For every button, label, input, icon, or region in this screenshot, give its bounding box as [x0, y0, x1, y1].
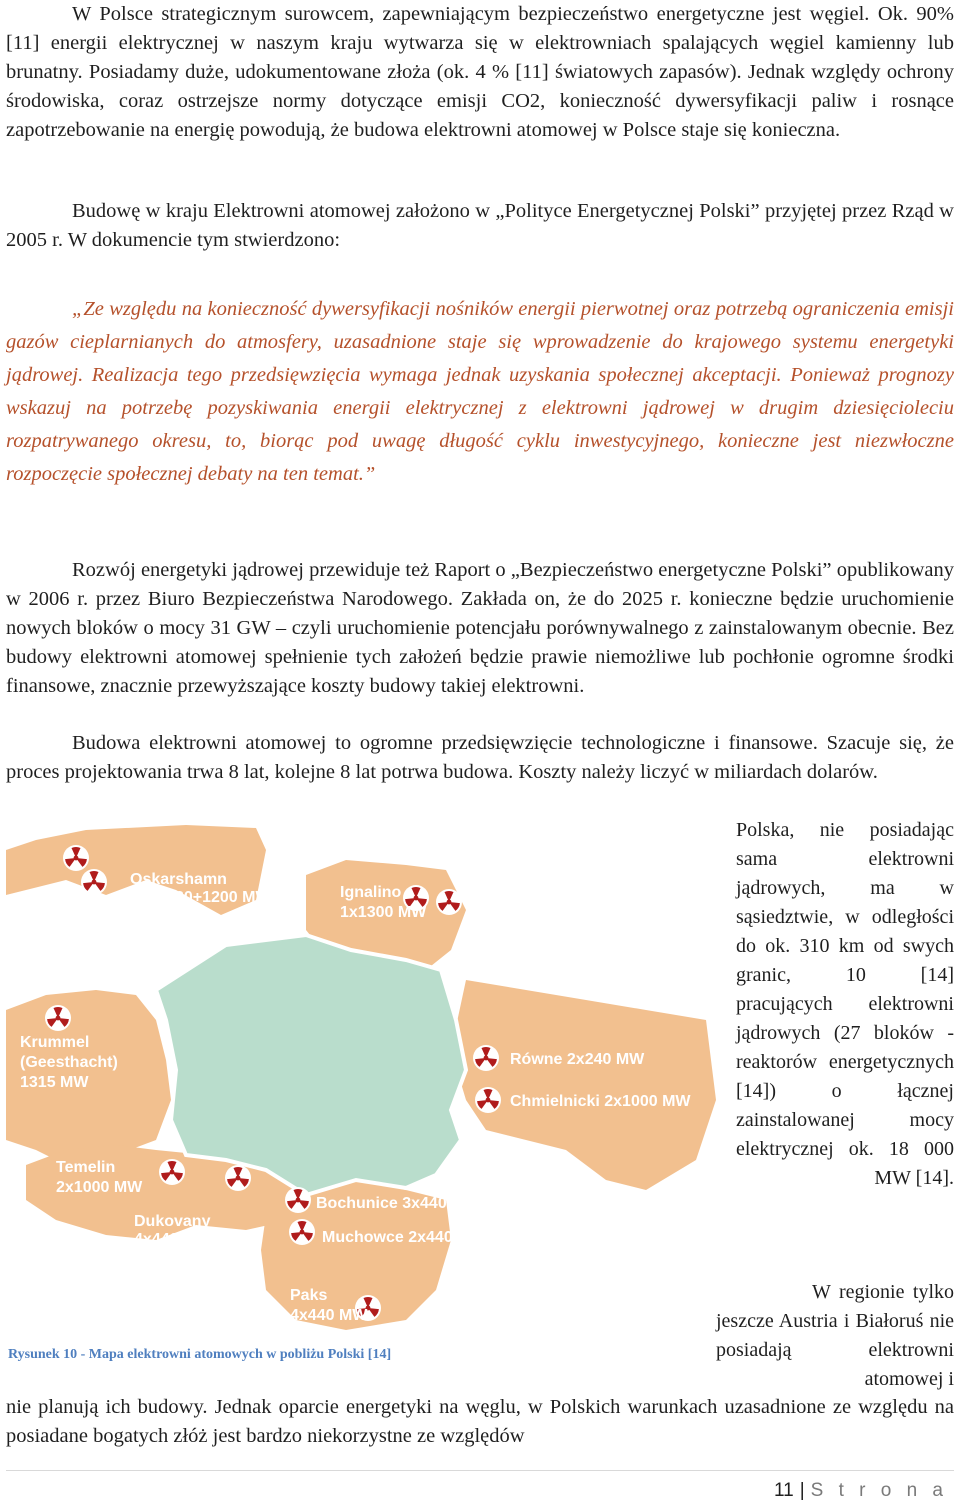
- dukovany-power: 4x440 MW: [134, 1231, 212, 1248]
- nuclear-plants-map: [6, 820, 718, 1334]
- page-footer: [774, 1480, 948, 1502]
- closing-paragraph: nie planują ich budowy. Jednak oparcie energetyki na węglu, w Polskich warunkach uzasadnione ze względu na posiadane bogatych złóż jest bardzo niekorzystne ze względów: [6, 1396, 954, 1447]
- krummel-power: 1315 MW: [20, 1074, 89, 1091]
- cost-paragraph: Budowa elektrowni atomowej to ogromne przedsięwzięcie technologiczne i finansowe. Szacuje się, że proces projektowania trwa 8 lat, kolejne 8 lat potrwa budowa. Koszty należy liczyć w miliardach dolarów.: [6, 732, 954, 783]
- oskarshamn-radiation-icon: [63, 845, 89, 871]
- sidebar-paragraph: Polska, nie posiadając sama elektrowni jądrowych, ma w sąsiedztwie, w odległości do ok. 310 km od swych granic, 10 [14] pracujących elektrowni jądrowych (27 bloków - reaktorów energetycznych [14]) o łącznej zainstalowanej mocy elektrycznej ok. 18 000 MW [14].: [736, 819, 954, 1189]
- temelin-radiation-icon: [159, 1159, 185, 1185]
- ukraine-region: [451, 980, 716, 1190]
- ignalino-label: Ignalino: [340, 884, 402, 901]
- krummel-radiation-icon: [45, 1005, 71, 1031]
- oskarshamn-radiation-icon-2: [81, 869, 107, 895]
- figure-caption: Rysunek 10 - Mapa elektrowni atomowych w pobliżu Polski [14]: [8, 1347, 392, 1362]
- chmielnicki-label: Chmielnicki 2x1000 MW: [510, 1093, 691, 1110]
- sidebar-paragraph-continued: W regionie tylko jeszcze Austria i Białoruś nie posiadają elektrowni atomowej i: [716, 1281, 954, 1390]
- intro-paragraph: W Polsce strategicznym surowcem, zapewniającym bezpieczeństwo energetyczne jest węgiel. Ok. 90% [11] energii elektrycznej w naszym kraju wytwarza się w elektrowniach spalających węgiel kamienny lub brunatny. Posiadamy duże, udokumentowane złoża (ok. 4 % [11] światowych zapasów). Jednak względy ochrony środowiska, coraz ostrzejsze normy dotyczące emisji CO2, konieczność dywersyfikacji paliw i rosnące zapotrzebowanie na energię powodują, że budowa elektrowni atomowej w Polsce staje się konieczna.: [6, 3, 954, 141]
- bochunice-radiation-icon: [285, 1187, 311, 1213]
- ignalino-radiation-icon-2: [436, 889, 462, 915]
- rowne-radiation-icon: [473, 1045, 499, 1071]
- poland-region: [156, 935, 466, 1195]
- page-label: S t r o n a: [810, 1480, 948, 1501]
- oskarshamn-power: 465+630+1200 MW: [130, 889, 271, 906]
- krummel-sub: (Geesthacht): [20, 1054, 118, 1071]
- page-number: 11: [773, 1480, 794, 1501]
- krummel-label: Krummel: [20, 1034, 90, 1051]
- muchowce-label: Muchowce 2x440 MW: [322, 1229, 486, 1246]
- bochunice-label: Bochunice 3x440 MW: [316, 1195, 480, 1212]
- dukovany-label: Dukovany: [134, 1213, 211, 1230]
- ignalino-power: 1x1300 MW: [340, 904, 427, 921]
- paks-label: Paks: [290, 1287, 328, 1304]
- temelin-power: 2x1000 MW: [56, 1179, 143, 1196]
- footer-divider: [6, 1470, 954, 1471]
- rowne-label: Równe 2x240 MW: [510, 1051, 645, 1068]
- footer-separator: |: [799, 1480, 805, 1501]
- temelin-label: Temelin: [56, 1159, 116, 1176]
- policy-paragraph: Budowę w kraju Elektrowni atomowej założono w „Polityce Energetycznej Polski” przyjętej przez Rząd w 2005 r. W dokumencie tym stwierdzono:: [6, 200, 954, 251]
- dukovany-radiation-icon: [225, 1165, 251, 1191]
- policy-quote: „Ze względu na konieczność dywersyfikacji nośników energii pierwotnej oraz potrzebą ograniczenia emisji gazów cieplarnianych do atmosfery, uzasadnione staje się wprowadzenie do krajowego systemu energetyki jądrowej. Realizacja tego przedsięwzięcia wymaga jednak uzyskania społecznej akceptacji. Ponieważ prognozy wskazuj na potrzebę pozyskiwania energii elektrycznej z elektrowni jądrowej w drugim dziesięcioleciu rozpatrywanego okresu, to, biorąc pod uwagę długość cyklu inwestycyjnego, konieczne jest niezwłoczne rozpoczęcie społecznej debaty na ten temat.”: [6, 298, 954, 485]
- chmielnicki-radiation-icon: [475, 1087, 501, 1113]
- oskarshamn-label: Oskarshamn: [130, 871, 227, 888]
- muchowce-radiation-icon: [289, 1219, 315, 1245]
- paks-power: 4x440 MW: [290, 1307, 368, 1324]
- report-paragraph: Rozwój energetyki jądrowej przewiduje też Raport o „Bezpieczeństwo energetyczne Polski” opublikowany w 2006 r. przez Biuro Bezpieczeństwa Narodowego. Zakłada on, że do 2025 r. konieczne będzie uruchomienie nowych bloków o mocy 31 GW – czyli uruchomienie potencjału porównywalnego z zainstalowanym obecnie. Bez budowy elektrowni atomowej spełnienie tych założeń będzie prawie niemożliwe lub pochłonie ogromne środki finansowe, znacznie przewyższające koszty budowy takiej elektrowni.: [6, 559, 954, 697]
